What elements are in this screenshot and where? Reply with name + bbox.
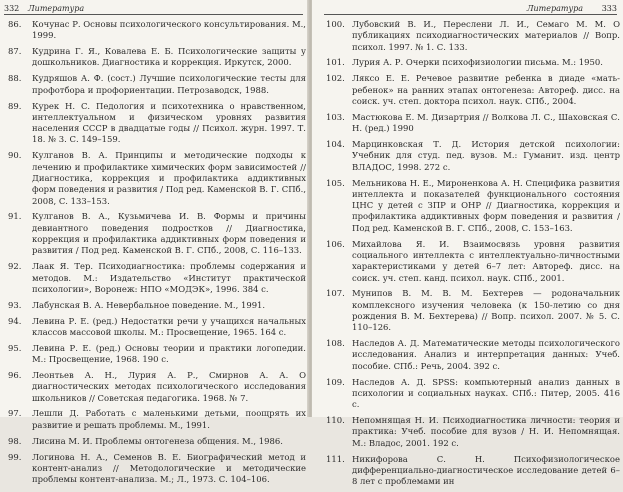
reference-item xyxy=(326,415,620,449)
right-page xyxy=(312,0,623,487)
header-rule xyxy=(4,14,303,15)
reference-number: 105. xyxy=(326,177,345,188)
reference-number: 103. xyxy=(326,111,345,122)
reference-text: Кудрина Г. Я., Ковалева Е. Б. Психологические защиты у дошкольников. Диагностика и коррекция. Иркутск, 2000. xyxy=(32,46,306,68)
reference-number: 99. xyxy=(8,451,22,462)
running-head: Литература xyxy=(526,4,583,13)
reference-text: Мастюкова Е. М. Дизартрия // Волкова Л. С., Шаховская С. Н. (ред.) 1990 xyxy=(352,111,620,134)
reference-number: 109. xyxy=(326,376,345,387)
reference-item xyxy=(8,46,306,69)
reference-text: Марцинковская Т. Д. История детской психологии: Учебник для студ. пед. вузов. М.: Гуманит. изд. центр ВЛАДОС, 1998. 272 с. xyxy=(352,139,620,172)
reference-text: Кочунас Р. Основы психологического консультирования. М., 1999. xyxy=(32,19,306,41)
reference-item xyxy=(8,101,306,146)
reference-number: 100. xyxy=(326,19,345,29)
reference-text: Мунипов В. М. В. М. Бехтерев — родоначальник комплексного изучения человека (к 150-летию со дня рождения В. М. Бехтерева) // Вопр. психол. 2007. № 5. С. 110–126. xyxy=(352,288,620,333)
reference-text: Наследов А. Д. SPSS: компьютерный анализ данных в психологии и социальных науках. СПб.: Питер, 2005. 416 с. xyxy=(352,376,620,410)
reference-number: 101. xyxy=(326,57,345,68)
reference-text: Наследов А. Д. Математические методы психологического исследования. Анализ и интерпретация данных: Учеб. пособие. СПб.: Речь, 2004. 392 с. xyxy=(352,338,620,371)
reference-text: Левина Р. Е. (ред.) Основы теории и практики логопедии. М.: Просвещение, 1968. 190 с. xyxy=(32,342,306,365)
reference-item xyxy=(8,19,306,42)
reference-item xyxy=(326,178,620,234)
reference-item xyxy=(8,343,306,366)
reference-item xyxy=(8,316,306,339)
reference-number: 98. xyxy=(8,435,22,446)
reference-text: Леонтьев А. Н., Лурия А. Р., Смирнов А. А. О диагностических методах психологического исследования школьников // Советская педагогика. 1968. № 7. xyxy=(32,369,306,403)
reference-number: 92. xyxy=(8,261,22,272)
reference-item xyxy=(8,408,306,431)
reference-text: Лисина М. И. Проблемы онтогенеза общения. М., 1986. xyxy=(32,435,283,446)
reference-item xyxy=(8,436,306,447)
page-header xyxy=(4,3,303,15)
reference-text: Кудряшов А. Ф. (сост.) Лучшие психологические тесты для профотбора и профориентации. Петрозаводск, 1988. xyxy=(32,73,306,95)
reference-number: 95. xyxy=(8,342,22,353)
reference-list xyxy=(8,19,306,490)
reference-number: 87. xyxy=(8,46,22,57)
reference-number: 94. xyxy=(8,315,22,326)
reference-item xyxy=(326,57,620,68)
header-rule xyxy=(324,14,617,15)
reference-number: 111. xyxy=(326,453,345,464)
reference-text: Никифорова С. Н. Психофизиологическое дифференциально-диагностическое исследование детей 6–8 лет с проблемами ин xyxy=(352,453,620,487)
reference-text: Левина Р. Е. (ред.) Недостатки речи у учащихся начальных классов массовой школы. М.: Просвещение, 1965. 164 с. xyxy=(32,315,306,337)
reference-text: Михайлова Я. И. Взаимосвязь уровня развития социального интеллекта с интеллектуально-личностными характеристиками у детей 6–7 лет: Автореф. дисс. на соиск. уч. степ. канд. психол. наук. СПб., 2001. xyxy=(352,238,620,283)
reference-number: 86. xyxy=(8,19,22,29)
page-number: 332 xyxy=(4,4,20,13)
reference-text: Непомнящая Н. И. Психодиагностика личности: теория и практика: Учеб. пособие для вузов / Н. И. Непомнящая. М.: Владос, 2001. 192 с. xyxy=(352,415,620,448)
reference-text: Логинова Н. А., Семенов В. Е. Биографический метод и контент-анализ // Методологические и методические проблемы контент-анализа. М.; Л., 1973. С. 104–106. xyxy=(32,451,306,485)
reference-text: Кулганов В. А., Кузьмичева И. В. Формы и причины девиантного поведения подростков // Диагностика, коррекция и профилактика аддиктивных форм поведения и развития / Под ред. Каменской В. Г. СПб., 2008, С. 116–133. xyxy=(32,211,306,256)
reference-item xyxy=(8,300,306,311)
page-header xyxy=(324,3,617,15)
running-head: Литература xyxy=(28,4,85,13)
reference-text: Кулганов В. А. Принципы и методические подходы к лечению и профилактике химических форм зависимостей // Диагностика, коррекция и профилактика аддиктивных форм поведения и развития / Под ред. Каменской В. Г. СПб., 2008, С. 133–153. xyxy=(32,150,306,206)
reference-number: 108. xyxy=(326,338,345,349)
reference-item xyxy=(326,112,620,135)
reference-item xyxy=(326,19,620,53)
reference-text: Ляксо Е. Е. Речевое развитие ребенка в диаде «мать-ребенок» на ранних этапах онтогенеза: Автореф. дисс. на соиск. уч. степ. доктора психол. наук. СПб., 2004. xyxy=(352,73,620,106)
reference-number: 88. xyxy=(8,73,22,84)
reference-item xyxy=(326,338,620,372)
reference-item xyxy=(8,261,306,295)
reference-item xyxy=(8,150,306,206)
reference-number: 91. xyxy=(8,211,22,222)
reference-text: Мельникова Н. Е., Мироненкова А. Н. Специфика развития интеллекта и показателей функционального состояния ЦНС у детей с ЗПР и ОНР // Диагностика, коррекция и профилактика аддиктивных форм поведения и развития / Под ред. Каменской В. Г. СПб., 2008, С. 153–163. xyxy=(352,177,620,233)
reference-text: Лешли Д. Работать с маленькими детьми, поощрять их развитие и решать проблемы. М., 1991. xyxy=(32,408,306,430)
reference-text: Лаак Я. Тер. Психодиагностика: проблемы содержания и методов. М.: Издательство «Институт практической психологии», Воронеж: НПО «МОДЭК», 1996. 384 с. xyxy=(32,261,306,294)
reference-item xyxy=(8,211,306,256)
reference-number: 96. xyxy=(8,369,22,380)
reference-item xyxy=(326,239,620,284)
reference-number: 90. xyxy=(8,150,22,161)
reference-text: Лубовский В. И., Переслени Л. И., Семаго М. М. О публикациях психодиагностических материалов // Вопр. психол. 1997. № 1. С. 133. xyxy=(352,19,620,52)
reference-text: Лурия А. Р. Очерки психофизиологии письма. М.: 1950. xyxy=(352,57,603,68)
reference-item xyxy=(326,139,620,173)
reference-number: 107. xyxy=(326,288,345,299)
reference-item xyxy=(326,73,620,107)
reference-item xyxy=(8,370,306,404)
reference-number: 93. xyxy=(8,299,22,310)
reference-item xyxy=(8,73,306,96)
reference-number: 89. xyxy=(8,100,22,111)
reference-number: 97. xyxy=(8,408,22,419)
page-number: 333 xyxy=(601,4,617,13)
reference-item xyxy=(8,452,306,486)
reference-item xyxy=(326,377,620,411)
reference-item xyxy=(326,454,620,488)
reference-text: Курек Н. С. Педология и психотехника о нравственном, интеллектуальном и физическом уровнях развития населения СССР в двадцатые годы // Психол. журн. 1997. Т. 18. № 3. С. 149–159. xyxy=(32,100,306,145)
reference-item xyxy=(326,288,620,333)
reference-text: Лабунская В. А. Невербальное поведение. М., 1991. xyxy=(32,299,266,310)
reference-number: 106. xyxy=(326,238,345,249)
reference-list xyxy=(326,19,620,492)
reference-number: 110. xyxy=(326,415,345,426)
reference-number: 104. xyxy=(326,139,345,150)
left-page xyxy=(0,0,309,485)
reference-number: 102. xyxy=(326,73,345,84)
